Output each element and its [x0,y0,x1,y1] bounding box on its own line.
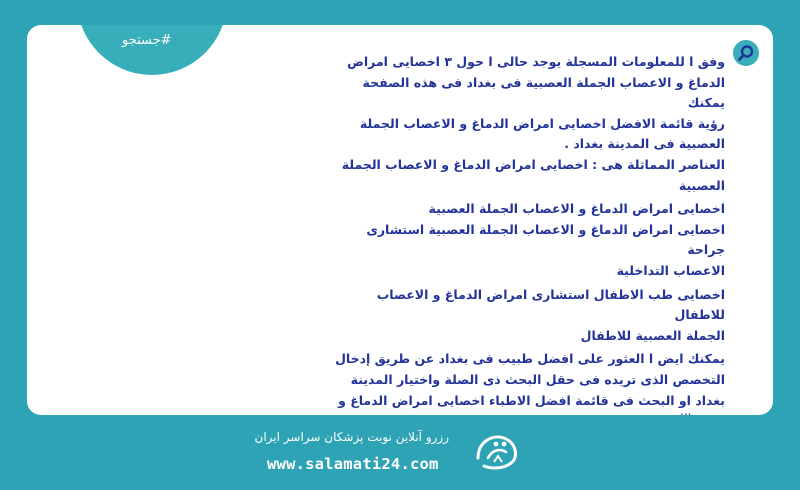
text-line: اخصایی امراض الدماغ و الاعصاب الجملة العصبیة استشاری جراحة [366,221,725,258]
search-icon [737,44,755,62]
text-line: اخصایی طب الاطفال استشاری امراض الدماغ و الاعصاب للاطفال [376,286,725,323]
description-text [327,52,725,415]
text-line: رؤیة قائمة الافضل اخصایی امراض الدماغ و الاعصاب الجملة [359,115,725,131]
text-line: اخصایی امراض الدماغ و الاعصاب الجملة العصبیة [428,201,725,217]
similar-item[interactable] [327,220,725,282]
search-button[interactable] [733,40,759,66]
text-line: وفق ا للمعلومات المسجلة یوجد حالی ا حول ٣ اخصایی امراض [347,54,725,69]
text-line [327,411,725,415]
footer-url[interactable]: www.salamati24.com [267,455,439,473]
text-line: العصبیة [678,177,725,193]
footer-slogan: رزرو آنلاین نوبت پزشکان سراسر ایران [254,430,449,444]
salamati-logo-icon [474,428,522,472]
text-line: التخصص الذی تریده فی حقل البحث ذی الصلة واختیار المدینة [350,371,725,387]
text-line: یمكنك ایض ا العثور علی افضل طبیب فی بغداد عن طریق إدخال [335,351,725,367]
text-line: الاعصاب التداخلیة [616,262,725,278]
text-line: العصبیة فی المدینة بغداد . [564,136,725,152]
more-indicator: ... [680,404,692,418]
similar-item[interactable] [327,285,725,347]
text-line: العناصر المماثلة هی : اخصایی امراض الدماغ و الاعصاب الجملة [341,156,725,172]
text-line: بغداد او البحث فی قائمة افضل الاطباء اخصایی امراض الدماغ و [338,392,725,408]
hashtag-label[interactable]: #جستجو [122,33,172,48]
text-line: الجملة العصبیة للاطفال [580,327,725,343]
content-card [27,25,773,415]
paragraph-similar [327,155,725,196]
paragraph-intro [327,52,725,155]
text-line: الدماغ و الاعصاب الجملة العصبیة فی بغداد فی هذه الصفحة یمكنك [362,74,725,111]
paragraph-search-help [327,349,725,415]
similar-item[interactable] [327,199,725,220]
